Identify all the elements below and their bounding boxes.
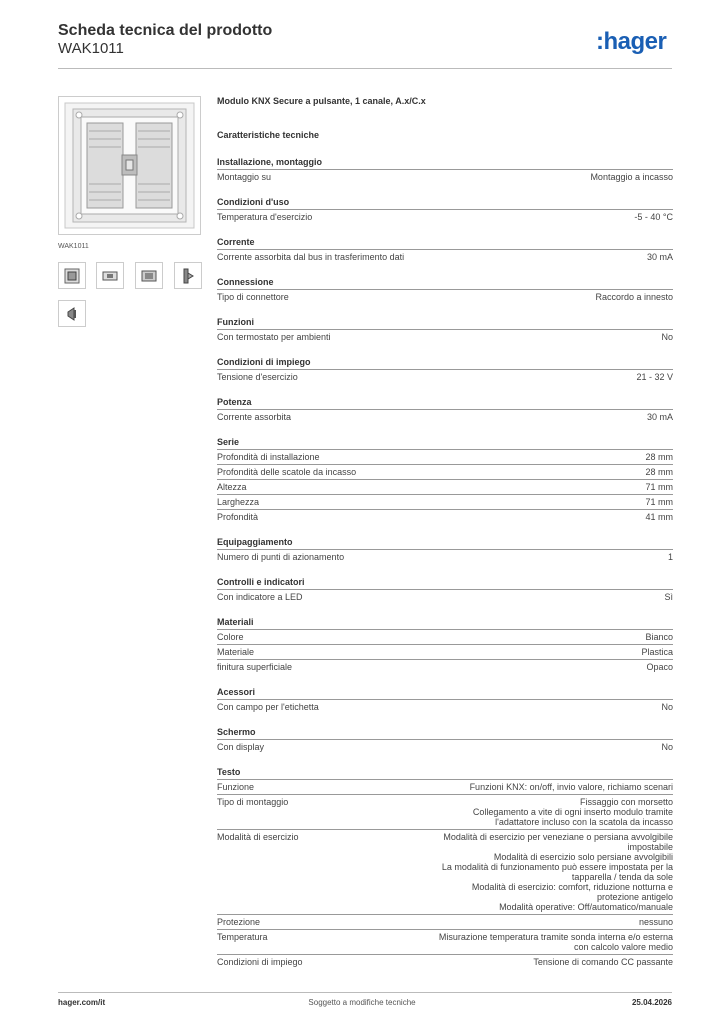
spec-group xyxy=(217,535,673,564)
spec-value: 41 mm xyxy=(645,512,673,522)
spec-group-title: Materiali xyxy=(217,617,254,627)
product-name: Modulo KNX Secure a pulsante, 1 canale, A.x/C.x xyxy=(217,96,426,106)
hager-logo[interactable]: :hager xyxy=(596,28,667,55)
spec-value-line: Fissaggio con morsetto xyxy=(579,797,673,807)
spec-group xyxy=(217,575,673,604)
spec-group xyxy=(217,355,673,384)
spec-value: No xyxy=(661,702,673,712)
spec-label: Tipo di montaggio xyxy=(217,797,289,807)
spec-row xyxy=(217,209,673,224)
spec-label: finitura superficiale xyxy=(217,662,293,672)
spec-value-line: Modalità di esercizio per veneziane o persiana avvolgibile xyxy=(443,832,673,842)
spec-value-line: Funzioni KNX: on/off, invio valore, richiamo scenari xyxy=(469,782,673,792)
spec-label: Profondità delle scatole da incasso xyxy=(217,467,357,477)
footer-website[interactable]: hager.com/it xyxy=(58,998,106,1007)
spec-row xyxy=(217,409,673,424)
spec-label: Numero di punti di azionamento xyxy=(217,552,345,562)
spec-value: Plastica xyxy=(641,647,673,657)
spec-value: 28 mm xyxy=(645,452,673,462)
spec-value xyxy=(533,957,673,967)
spec-group xyxy=(217,235,673,264)
spec-row xyxy=(217,329,673,344)
profile-icon[interactable] xyxy=(58,300,86,327)
spec-value-line: Modalità di esercizio: comfort, riduzione notturna e xyxy=(471,882,673,892)
spec-label: Corrente assorbita dal bus in trasferimento dati xyxy=(217,252,405,262)
spec-value-line: con calcolo valore medio xyxy=(573,942,673,952)
spec-group-title: Installazione, montaggio xyxy=(217,157,323,167)
spec-value xyxy=(439,932,673,952)
footer-disclaimer: Soggetto a modifiche tecniche xyxy=(308,998,416,1007)
spec-group-title: Condizioni di impiego xyxy=(217,357,311,367)
product-image xyxy=(58,96,201,235)
spec-group-title: Testo xyxy=(217,767,241,777)
spec-group xyxy=(217,725,673,754)
spec-value-line: Collegamento a vite di ogni inserto modulo tramite xyxy=(472,807,673,817)
spec-value: -5 - 40 °C xyxy=(634,212,673,222)
spec-row xyxy=(217,954,673,969)
spec-row xyxy=(217,644,673,659)
spec-label: Altezza xyxy=(217,482,247,492)
spec-row xyxy=(217,369,673,384)
spec-value-line: Misurazione temperatura tramite sonda interna e/o esterna xyxy=(438,932,673,942)
spec-row xyxy=(217,914,673,929)
footer-date: 25.04.2026 xyxy=(631,998,672,1007)
spec-value: No xyxy=(661,332,673,342)
spec-row xyxy=(217,629,673,644)
spec-row xyxy=(217,794,673,829)
spec-value xyxy=(473,797,673,827)
spec-label: Protezione xyxy=(217,917,261,927)
spec-row xyxy=(217,464,673,479)
spec-label: Modalità di esercizio xyxy=(217,832,299,842)
spec-value: Sì xyxy=(664,592,673,602)
spec-row xyxy=(217,739,673,754)
spec-label: Con indicatore a LED xyxy=(217,592,303,602)
spec-row xyxy=(217,494,673,509)
spec-label: Con display xyxy=(217,742,265,752)
spec-value-line: impostabile xyxy=(627,842,673,852)
spec-row xyxy=(217,549,673,564)
spec-label: Con termostato per ambienti xyxy=(217,332,331,342)
front-view-icon[interactable] xyxy=(58,262,86,289)
specifications xyxy=(217,96,673,980)
spec-value: 28 mm xyxy=(645,467,673,477)
spec-label: Tipo di connettore xyxy=(217,292,289,302)
spec-value-line: La modalità di funzionamento può essere impostata per la xyxy=(441,862,673,872)
spec-label: Profondità xyxy=(217,512,259,522)
spec-value xyxy=(470,782,673,792)
spec-value: 30 mA xyxy=(646,412,673,422)
spec-group xyxy=(217,275,673,304)
spec-label: Montaggio su xyxy=(217,172,272,182)
spec-label: Larghezza xyxy=(217,497,260,507)
spec-label: Corrente assorbita xyxy=(217,412,292,422)
spec-value xyxy=(639,917,673,927)
spec-row xyxy=(217,589,673,604)
side-view-icon[interactable] xyxy=(174,262,202,289)
spec-value: 71 mm xyxy=(645,482,673,492)
spec-label: Profondità di installazione xyxy=(217,452,320,462)
spec-value-line: protezione antigelo xyxy=(596,892,673,902)
specs-heading: Caratteristiche tecniche xyxy=(217,130,320,140)
spec-group-title: Potenza xyxy=(217,397,252,407)
spec-group-title: Acessori xyxy=(217,687,256,697)
image-caption: WAK1011 xyxy=(58,243,89,250)
spec-group-title: Equipaggiamento xyxy=(217,537,293,547)
footer-divider xyxy=(58,992,672,993)
spec-value: Opaco xyxy=(646,662,673,672)
spec-label: Funzione xyxy=(217,782,255,792)
product-code: WAK1011 xyxy=(58,40,124,57)
spec-row xyxy=(217,509,673,524)
spec-group xyxy=(217,155,673,184)
spec-label: Condizioni di impiego xyxy=(217,957,303,967)
spec-group-title: Funzioni xyxy=(217,317,254,327)
spec-value: 21 - 32 V xyxy=(636,372,673,382)
spec-label: Colore xyxy=(217,632,244,642)
spec-row xyxy=(217,289,673,304)
spec-value: Raccordo a innesto xyxy=(595,292,673,302)
header-divider xyxy=(58,68,672,69)
spec-value: Bianco xyxy=(645,632,673,642)
spec-group xyxy=(217,615,673,674)
spec-group-title: Serie xyxy=(217,437,240,447)
spec-group-title: Corrente xyxy=(217,237,255,247)
spec-row xyxy=(217,699,673,714)
spec-row xyxy=(217,169,673,184)
spec-value-line: nessuno xyxy=(638,917,673,927)
spec-value-line: Modalità operative: Off/automatico/manuale xyxy=(499,902,673,912)
document-title: Scheda tecnica del prodotto xyxy=(58,22,273,39)
spec-row xyxy=(217,829,673,914)
spec-row xyxy=(217,449,673,464)
spec-value xyxy=(442,832,673,912)
spec-value-line: l'adattatore incluso con la scatola da incasso xyxy=(495,817,673,827)
spec-value: 30 mA xyxy=(646,252,673,262)
spec-label: Materiale xyxy=(217,647,255,657)
spec-value-line: Modalità di esercizio solo persiane avvolgibili xyxy=(493,852,673,862)
spec-row xyxy=(217,929,673,954)
spec-value: Montaggio a incasso xyxy=(590,172,673,182)
spec-label: Temperatura d'esercizio xyxy=(217,212,313,222)
spec-value: No xyxy=(661,742,673,752)
spec-group-title: Controlli e indicatori xyxy=(217,577,305,587)
spec-group xyxy=(217,195,673,224)
spec-label: Con campo per l'etichetta xyxy=(217,702,319,712)
spec-group xyxy=(217,395,673,424)
spec-group xyxy=(217,765,673,969)
spec-value: 1 xyxy=(667,552,673,562)
mounting-icon[interactable] xyxy=(96,262,124,289)
spec-value-line: tapparella / tenda da sole xyxy=(571,872,673,882)
spec-value-line: Tensione di comando CC passante xyxy=(533,957,673,967)
module-icon[interactable] xyxy=(135,262,163,289)
spec-row xyxy=(217,249,673,264)
spec-group-title: Condizioni d'uso xyxy=(217,197,290,207)
spec-group xyxy=(217,435,673,524)
spec-group xyxy=(217,315,673,344)
spec-row xyxy=(217,659,673,674)
spec-row xyxy=(217,479,673,494)
spec-groups xyxy=(217,155,673,969)
spec-group-title: Connessione xyxy=(217,277,274,287)
spec-group xyxy=(217,685,673,714)
spec-label: Temperatura xyxy=(217,932,268,942)
spec-row xyxy=(217,779,673,794)
spec-value: 71 mm xyxy=(645,497,673,507)
spec-label: Tensione d'esercizio xyxy=(217,372,298,382)
spec-group-title: Schermo xyxy=(217,727,256,737)
